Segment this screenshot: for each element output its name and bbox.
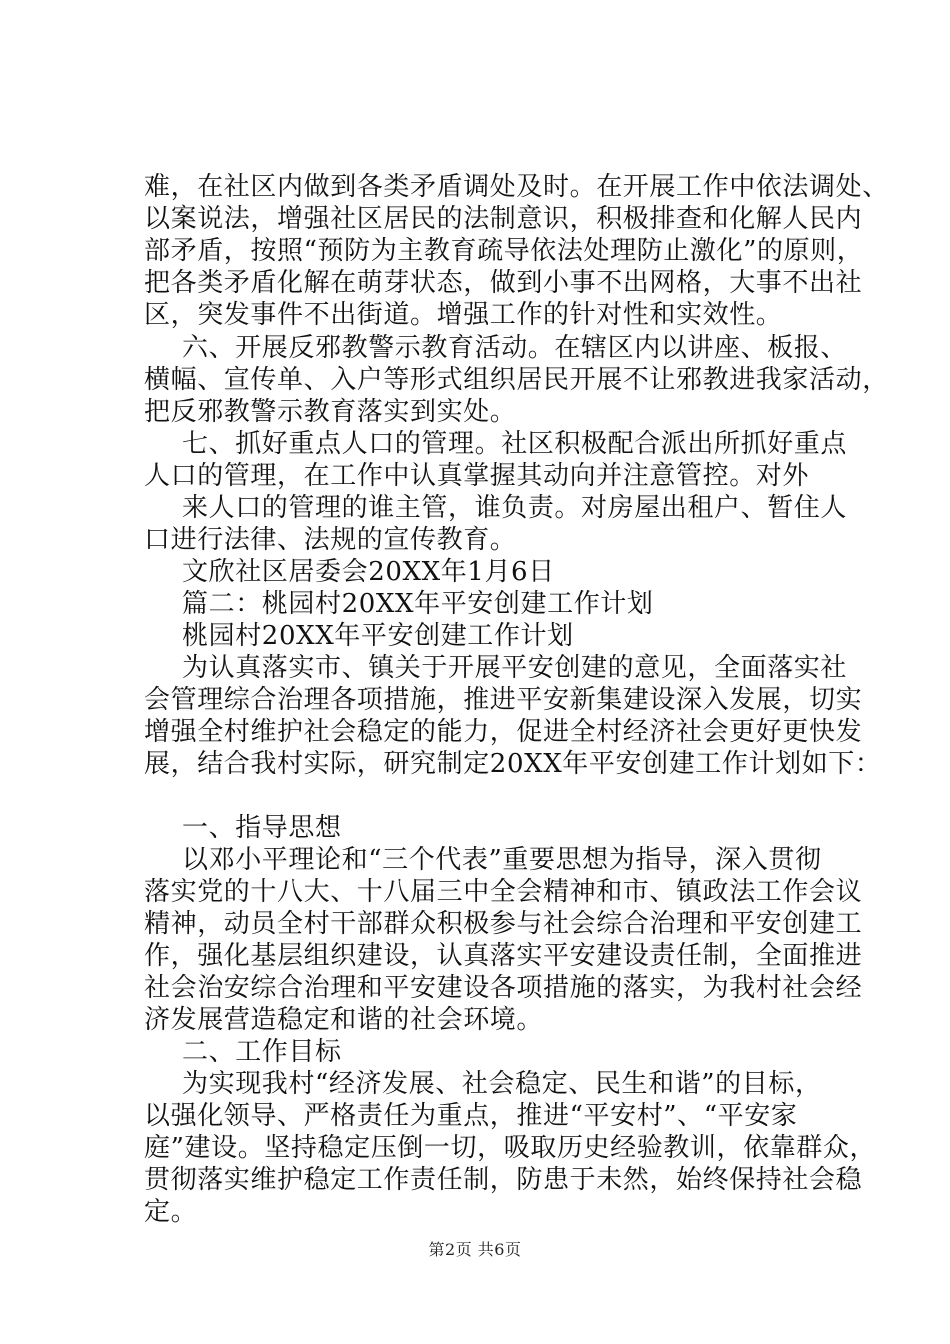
section-heading: 篇二：桃园村20XX年平安创建工作计划 <box>182 589 654 619</box>
text-line: 精神，动员全村干部群众积极参与社会综合治理和平安创建工 <box>144 909 863 939</box>
text-line: 以强化领导、严格责任为重点，推进“平安村”、“平安家 <box>144 1101 798 1131</box>
signature-line: 文欣社区居委会20XX年1月6日 <box>182 557 555 587</box>
text-line: 为认真落实市、镇关于开展平安创建的意见，全面落实社 <box>182 653 848 683</box>
text-line: 贯彻落实维护稳定工作责任制，防患于未然，始终保持社会稳 <box>144 1165 863 1195</box>
text-line: 七、抓好重点人口的管理。社区积极配合派出所抓好重点 <box>182 429 848 459</box>
text-line: 作，强化基层组织建设，认真落实平安建设责任制，全面推进 <box>144 941 863 971</box>
text-line: 把反邪教警示教育落实到实处。 <box>144 397 517 427</box>
text-line: 展，结合我村实际，研究制定20XX年平安创建工作计划如下： <box>144 749 882 779</box>
text-line: 部矛盾，按照“预防为主教育疏导依法处理防止激化”的原则， <box>144 236 864 266</box>
text-line: 把各类矛盾化解在萌芽状态，做到小事不出网格，大事不出社 <box>144 268 863 298</box>
section-heading: 一、指导思想 <box>182 813 342 843</box>
text-line: 会管理综合治理各项措施，推进平安新集建设深入发展，切实 <box>144 685 863 715</box>
text-line: 庭”建设。坚持稳定压倒一切，吸取历史经验教训，依靠群众， <box>144 1133 877 1163</box>
section-heading: 二、工作目标 <box>182 1037 342 1067</box>
text-line: 人口的管理，在工作中认真掌握其动向并注意管控。对外 <box>144 461 810 491</box>
text-line: 横幅、宣传单、入户等形式组织居民开展不让邪教进我家活动， <box>144 365 889 395</box>
text-line: 以案说法，增强社区居民的法制意识，积极排查和化解人民内 <box>144 204 863 234</box>
text-line: 为实现我村“经济发展、社会稳定、民生和谐”的目标， <box>182 1069 822 1099</box>
text-line: 来人口的管理的谁主管，谁负责。对房屋出租户、暂住人 <box>182 493 848 523</box>
text-line: 社会治安综合治理和平安建设各项措施的落实，为我村社会经 <box>144 973 863 1003</box>
text-line: 增强全村维护社会稳定的能力，促进全村经济社会更好更快发 <box>144 717 863 747</box>
page-number-footer: 第2页 共6页 <box>428 1240 522 1259</box>
text-line: 定。 <box>144 1197 198 1227</box>
text-line: 口进行法律、法规的宣传教育。 <box>144 525 517 555</box>
text-line: 六、开展反邪教警示教育活动。在辖区内以讲座、板报、 <box>182 333 848 363</box>
text-line: 济发展营造稳定和谐的社会环境。 <box>144 1005 544 1035</box>
plan-title: 桃园村20XX年平安创建工作计划 <box>182 621 574 651</box>
text-line: 区，突发事件不出街道。增强工作的针对性和实效性。 <box>144 300 783 330</box>
text-line: 以邓小平理论和“三个代表”重要思想为指导，深入贯彻 <box>182 845 822 875</box>
text-line: 难，在社区内做到各类矛盾调处及时。在开展工作中依法调处、 <box>144 172 889 202</box>
text-line: 落实党的十八大、十八届三中全会精神和市、镇政法工作会议 <box>144 877 863 907</box>
